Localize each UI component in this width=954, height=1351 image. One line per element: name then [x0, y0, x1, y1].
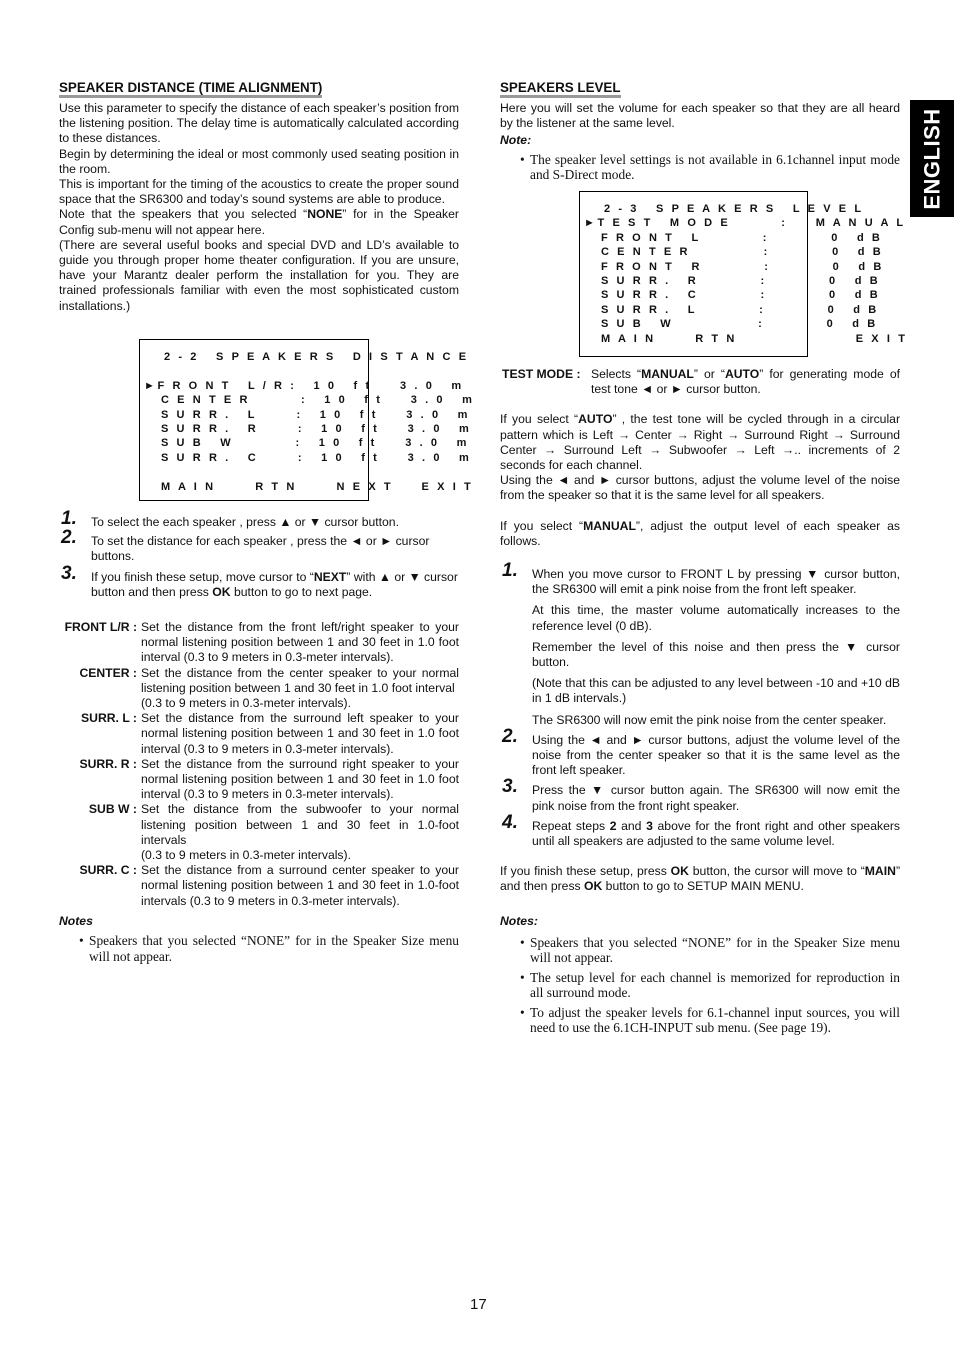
step-text: At this time, the master volume automatically increases to the reference level (0 dB).	[532, 603, 900, 633]
text-bold: MANUAL	[583, 518, 636, 533]
text: above for the front right and other speakers until all speakers are adjusted to the same volume level.	[532, 818, 900, 849]
step-text: Remember the level of this noise and then press the ▼ cursor button.	[532, 639, 900, 670]
screen-row: S U R R . R : 0 d B	[584, 275, 881, 287]
step-number: 1.	[61, 508, 77, 529]
text: If you finish these setup, press	[500, 864, 671, 879]
step-number: 2.	[61, 527, 77, 549]
screen-row: S U R R . R : 1 0 f t 3 . 0 m	[144, 423, 472, 435]
screen-row: S U R R . L : 1 0 f t 3 . 0 m	[144, 409, 471, 421]
screen-row: ►F R O N T L / R : 1 0 f t 3 . 0 m	[144, 380, 464, 392]
distance-menu-screen	[139, 339, 475, 501]
text-bold: 3	[646, 818, 653, 833]
text: If you select “	[500, 412, 579, 427]
step	[59, 562, 459, 600]
screen-row: C E N T E R : 0 d B	[584, 246, 884, 258]
step-text: Press the ▼ cursor button again. The SR6300 will now emit the pink noise from the front right speaker.	[532, 783, 900, 813]
note-item: • Speakers that you selected “NONE” for in the Speaker Size menu will not appear.	[520, 934, 900, 966]
paragraph: This is important for the timing of the acoustics to create the proper sound space that the SR6300 and today’s sound systems are able to produce.	[59, 177, 459, 207]
screen-footer: M A I N R T N E X I T	[584, 333, 908, 345]
text: and	[616, 818, 647, 833]
step-text: button to go to next page.	[230, 584, 373, 599]
step-text: To set the distance for each speaker , press the ◄ or ► cursor buttons.	[91, 534, 430, 564]
definition-item	[59, 863, 459, 909]
text: button, the cursor will move to “	[688, 864, 865, 879]
definition-term: SUB W :	[88, 802, 137, 817]
definition-text: Set the distance from a surround center speaker to your normal listening position between 1 and 30 feet in 1.0-foot intervals (0.3 to 9 meters in 0.3-meter intervals).	[141, 863, 459, 908]
screen-row: F R O N T L : 0 d B	[584, 232, 883, 244]
text-bold: OK	[670, 864, 689, 879]
definition-text: Set the distance from the surround right speaker to your normal listening position between 1 and 30 feet in 1.0 foot interval (0.3 to 9 meters in 0.3-meter intervals).	[141, 756, 459, 802]
screen-row: C E N T E R : 1 0 f t 3 . 0 m	[144, 394, 475, 406]
definition-term: SURR. C :	[79, 863, 137, 878]
text: Repeat steps	[532, 818, 610, 833]
note-text: Speakers that you selected “NONE” for in the Speaker Size menu will not appear.	[530, 934, 900, 966]
step-text-bold: OK	[212, 584, 231, 599]
note-item: • The setup level for each channel is memorized for reproduction in all surround mode.	[520, 969, 900, 1001]
step	[500, 776, 900, 813]
text-bold: AUTO	[578, 412, 613, 427]
step-text: ” with ▲ or ▼ cursor button and then press	[91, 569, 458, 599]
screen-title: 2 - 2 S P E A K E R S D I S T A N C E	[164, 351, 469, 363]
text: Note that the speakers that you selected “	[59, 207, 308, 222]
section-heading: SPEAKERS LEVEL	[500, 80, 621, 98]
test-mode-definition	[500, 367, 900, 397]
paragraph: Use this parameter to specify the distance of each speaker’s position from the listening position. The delay time is automatically calculated according to these distances.	[59, 101, 459, 146]
paragraph	[500, 864, 900, 894]
step	[59, 527, 459, 564]
definition-item	[59, 802, 459, 863]
note-text: Speakers that you selected “NONE” for in the Speaker Size menu will not appear.	[89, 933, 459, 964]
note-heading: Note:	[500, 133, 532, 148]
text: If you select “	[500, 518, 584, 533]
paragraph: Here you will set the volume for each speaker so that they are all heard by the listener at the same level.	[500, 101, 900, 131]
definition-term: TEST MODE :	[502, 367, 581, 381]
note-item: • To adjust the speaker levels for 6.1-channel input sources, you will need to use the 6.1CH-INPUT sub menu. (See page 19).	[520, 1004, 900, 1036]
step-number: 4.	[502, 811, 518, 833]
step-text: To select the each speaker , press ▲ or ▼ cursor button.	[91, 515, 399, 529]
definition-item	[59, 757, 459, 803]
definition-term: SURR. L :	[81, 711, 137, 726]
screen-row: S U R R . L : 0 d B	[584, 304, 879, 316]
page-number: 17	[470, 1296, 487, 1313]
speaker-distance-section	[59, 80, 459, 314]
paragraph	[59, 207, 459, 237]
text-bold: NONE	[307, 207, 343, 222]
definition-term: SURR. R :	[79, 756, 137, 771]
step-text: (Note that this can be adjusted to any level between -10 and +10 dB in 1 dB intervals.)	[532, 676, 900, 706]
definition-text: Selects “	[591, 367, 642, 381]
definition-text: ” or “	[693, 367, 725, 381]
step-number: 3.	[502, 776, 518, 798]
step-text: Using the ◄ and ► cursor buttons, adjust the volume level of the noise from the center speaker so that it is the same level as the front left speaker.	[532, 732, 900, 778]
notes-heading: Notes:	[500, 913, 538, 928]
screen-row: S U R R . C : 0 d B	[584, 289, 881, 301]
text: ” and then press	[500, 864, 900, 894]
step-text-bold: NEXT	[313, 569, 347, 584]
step	[500, 725, 900, 779]
text: ” for in the Speaker Config sub-menu will not appear here.	[59, 207, 459, 237]
step-number: 2.	[502, 725, 518, 747]
notes-heading: Notes	[59, 913, 93, 928]
text: ” , the test tone will be cycled through in a circular pattern which is Left → Center → Right → Surround Right → Surround Center → Surround Left → Subwoofer → Left →.. increments of 2 seconds for each channel.	[500, 412, 900, 473]
definition-text: Set the distance from the surround left speaker to your normal listening position between 1 and 30 feet in 1.0 foot interval (0.3 to 9 meters in 0.3-meter intervals).	[141, 711, 459, 756]
step-number: 1.	[502, 560, 518, 582]
definition-item	[59, 620, 459, 666]
text-bold: AUTO	[724, 367, 760, 381]
note-text: The speaker level settings is not available in 6.1channel input mode and S-Direct mode.	[530, 151, 900, 183]
step-text: When you move cursor to FRONT L by pressing ▼ cursor button, the SR6300 will emit a pink noise from the front left speaker.	[532, 567, 900, 597]
note-item: • The speaker level settings is not available in 6.1channel input mode and S-Direct mode.	[520, 151, 900, 183]
paragraph	[500, 412, 900, 473]
level-body	[500, 367, 900, 1036]
screen-row: S U B W : 1 0 f t 3 . 0 m	[144, 437, 469, 449]
step-text	[532, 819, 900, 849]
definition-term: CENTER :	[79, 665, 137, 680]
screen-row: S U R R . C : 1 0 f t 3 . 0 m	[144, 452, 472, 464]
screen-row: ►T E S T M O D E : M A N U A L	[584, 217, 906, 229]
step	[500, 560, 900, 728]
paragraph: (There are several useful books and special DVD and LD’s available to guide you through proper home theater configuration. If you are unsure, have your Marantz dealer perform the installation for you. They are trained professionals familiar with even the most sophisticated custom installations.)	[59, 237, 459, 313]
note-text: The setup level for each channel is memorized for reproduction in all surround mode.	[530, 969, 900, 1001]
definition-item	[59, 711, 459, 757]
definition-text: Set the distance from the front left/right speaker to your normal listening position between 1 and 30 feet in 1.0 foot interval (0.3 to 9 meters in 0.3-meter intervals).	[141, 620, 459, 665]
screen-row: S U B W : 0 d B	[584, 318, 878, 330]
paragraph	[500, 519, 900, 549]
screen-row: F R O N T R : 0 d B	[584, 261, 884, 273]
language-tab	[910, 100, 954, 217]
text: button to go to SETUP MAIN MENU.	[602, 879, 804, 894]
definition-list	[59, 620, 459, 964]
definition-item	[59, 666, 459, 712]
section-heading: SPEAKER DISTANCE (TIME ALIGNMENT)	[59, 80, 322, 98]
step	[59, 508, 459, 530]
screen-footer: M A I N R T N N E X T E X I T	[144, 481, 474, 493]
step-text: If you finish these setup, move cursor to “	[91, 569, 314, 584]
definition-text: ” for generating mode of test tone ◄ or ► cursor button.	[591, 367, 900, 397]
note-item: • Speakers that you selected “NONE” for in the Speaker Size menu will not appear.	[79, 933, 459, 964]
text-bold: OK	[584, 879, 603, 894]
text-bold: MAIN	[864, 864, 896, 879]
speakers-level-section	[500, 80, 900, 183]
level-menu-screen	[579, 191, 908, 357]
note-text: To adjust the speaker levels for 6.1-channel input sources, you will need to use the 6.1CH-INPUT sub menu. (See page 19).	[530, 1004, 900, 1036]
text: ”, adjust the output level of each speaker as follows.	[500, 518, 900, 548]
text-bold: MANUAL	[641, 367, 694, 381]
definition-text: Set the distance from the center speaker to your normal listening position between 1 and 30 feet in 1.0 foot interval	[141, 665, 459, 695]
definition-text: (0.3 to 9 meters in 0.3-meter intervals).	[141, 696, 351, 711]
definition-text: Set the distance from the subwoofer to your normal listening position between 1 and 30 feet in 1.0-foot intervals	[141, 802, 459, 847]
step	[500, 811, 900, 849]
paragraph: Using the ◄ and ► cursor buttons, adjust the volume level of the noise from the speaker so that it is the same level for all speakers.	[500, 473, 900, 503]
paragraph: Begin by determining the ideal or most commonly used seating position in the room.	[59, 146, 459, 176]
language-tab-label: ENGLISH	[919, 107, 945, 210]
step-number: 3.	[61, 562, 77, 584]
screen-title: 2 - 3 S P E A K E R S L E V E L	[604, 203, 864, 215]
text-bold: 2	[609, 818, 617, 833]
definition-text: (0.3 to 9 meters in 0.3-meter intervals).	[141, 848, 351, 863]
distance-steps	[59, 508, 459, 600]
definition-term: FRONT L/R :	[64, 620, 137, 634]
step-text: The SR6300 will now emit the pink noise from the center speaker.	[532, 712, 887, 727]
